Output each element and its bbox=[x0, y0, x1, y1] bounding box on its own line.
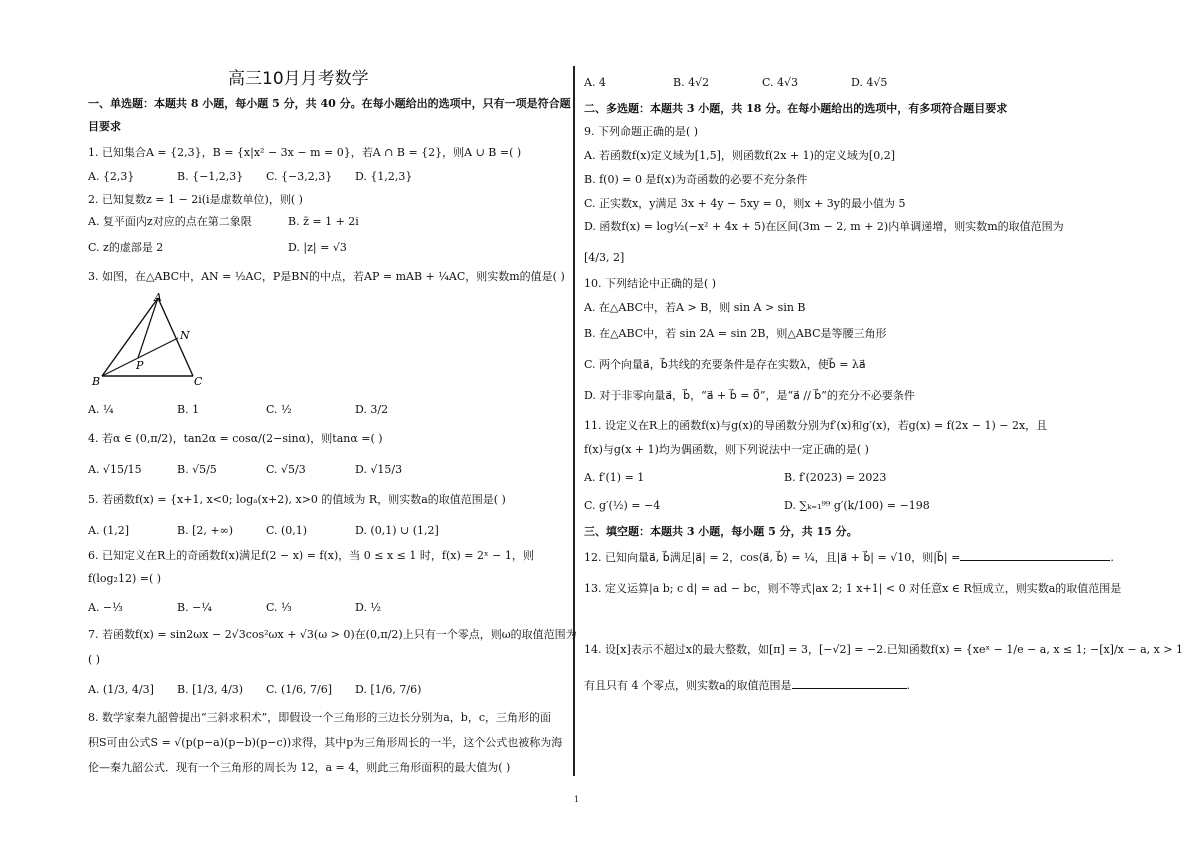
line-q8 bbox=[88, 711, 551, 725]
question-text: 积S可由公式S = √(p(p−a)(p−b)(p−c))求得，其中p为三角形周长的一半，这个公式也被称为海 bbox=[88, 736, 563, 749]
option-q5o-0: A. (1,2] bbox=[88, 524, 130, 537]
option-q4o-0: A. √15/15 bbox=[88, 463, 142, 476]
line-q7 bbox=[88, 628, 577, 642]
line-q10d bbox=[584, 389, 915, 403]
question-text: 5. 若函数f(x) = {x+1, x<0; logₐ(x+2), x>0 的值域为 R，则实数a的取值范围是( ) bbox=[88, 493, 506, 506]
option-q11o1-0: A. f′(1) = 1 bbox=[584, 471, 645, 484]
question-text: 二、多选题：本题共 3 小题，共 18 分。在每小题给出的选项中，有多项符合题目要求 bbox=[584, 102, 1008, 115]
line-tail: . bbox=[1110, 551, 1114, 564]
question-text: 一、单选题：本题共 8 小题，每小题 5 分，共 40 分。在每小题给出的选项中，只有一项是符合题 bbox=[88, 97, 571, 110]
option-q7o-3: D. [1/6, 7/6) bbox=[355, 683, 422, 696]
option-q7o-0: A. (1/3, 4/3] bbox=[88, 683, 154, 696]
question-text: C. 两个向量a⃗，b⃗共线的充要条件是存在实数λ，使b⃗ = λa⃗ bbox=[584, 358, 866, 371]
question-text: 9. 下列命题正确的是( ) bbox=[584, 125, 699, 138]
option-q1o-3: D. {1,2,3} bbox=[355, 170, 413, 183]
question-text: ( ) bbox=[88, 653, 101, 666]
line-q1 bbox=[88, 146, 521, 160]
line-sec1b bbox=[88, 120, 121, 134]
option-q3o-1: B. 1 bbox=[177, 403, 200, 416]
question-text: 8. 数学家秦九韶曾提出“三斜求积术”，即假设一个三角形的三边长分别为a，b，c，三角形的面 bbox=[88, 711, 551, 724]
vertex-label-c: C bbox=[194, 375, 203, 388]
question-text: 目要求 bbox=[88, 120, 121, 133]
line-q10b bbox=[584, 327, 887, 341]
option-q1o-0: A. {2,3} bbox=[88, 170, 135, 183]
line-q6 bbox=[88, 549, 534, 563]
option-q1o-1: B. {−1,2,3} bbox=[177, 170, 244, 183]
line-q8b bbox=[88, 736, 562, 750]
page-number: 1 bbox=[574, 795, 580, 804]
triangle-figure bbox=[88, 292, 218, 392]
line-q10a bbox=[584, 301, 806, 315]
column-divider bbox=[573, 66, 575, 776]
question-text: 14. 设[x]表示不超过x的最大整数，如[π] = 3，[−√2] = −2.已知函数f(x) = {xeˣ − 1/e − a, x ≤ 1; −[x]/x − a, x > 1 bbox=[584, 643, 1184, 656]
question-text: [4/3, 2] bbox=[584, 251, 625, 264]
option-q7o-2: C. (1/6, 7/6] bbox=[266, 683, 332, 696]
option-q2o2-0: C. z的虚部是 2 bbox=[88, 241, 164, 254]
question-text: D. 函数f(x) = log½(−x² + 4x + 5)在区间(3m − 2, m + 2)内单调递增，则实数m的取值范围为 bbox=[584, 220, 1064, 233]
option-q8o-1: B. 4√2 bbox=[673, 76, 710, 89]
vertex-label-a: A bbox=[154, 292, 162, 304]
question-text: 1. 已知集合A = {2,3}，B = {x|x² − 3x − m = 0}，若A ∩ B = {2}，则A ∪ B =( ) bbox=[88, 146, 522, 159]
line-q5 bbox=[88, 493, 506, 507]
option-q2o2-1: D. |z| = √3 bbox=[288, 241, 347, 254]
option-q6o-1: B. −¼ bbox=[177, 601, 212, 614]
question-text: 3. 如图，在△ABC中，AN = ½AC，P是BN的中点，若AP = mAB + ¼AC，则实数m的值是( ) bbox=[88, 270, 565, 283]
line-q6b bbox=[88, 572, 161, 586]
answer-blank[interactable] bbox=[960, 550, 1110, 561]
option-q6o-2: C. ⅓ bbox=[266, 601, 292, 614]
line-q9c bbox=[584, 197, 906, 211]
line-q4 bbox=[88, 432, 383, 446]
line-q9 bbox=[584, 125, 698, 139]
line-q7b bbox=[88, 653, 100, 667]
line-sec2 bbox=[584, 102, 1007, 116]
vertex-label-b: B bbox=[92, 375, 101, 388]
line-sec1 bbox=[88, 97, 571, 111]
line-q9d2 bbox=[584, 251, 624, 265]
line-q11b bbox=[584, 443, 869, 457]
question-text: 10. 下列结论中正确的是( ) bbox=[584, 277, 717, 290]
option-q4o-1: B. √5/5 bbox=[177, 463, 217, 476]
page-title: 高三10月月考数学 bbox=[228, 69, 369, 89]
line-q13 bbox=[584, 582, 1121, 596]
line-q3 bbox=[88, 270, 565, 284]
option-q8o-3: D. 4√5 bbox=[851, 76, 888, 89]
option-q6o-3: D. ½ bbox=[355, 601, 382, 614]
option-q3o-3: D. 3/2 bbox=[355, 403, 389, 416]
option-q3o-0: A. ¼ bbox=[88, 403, 114, 416]
question-text: 伦—秦九韶公式．现有一个三角形的周长为 12，a = 4，则此三角形面积的最大值为( ) bbox=[88, 761, 511, 774]
point-label-p: P bbox=[136, 359, 144, 372]
line-q14b bbox=[584, 678, 910, 693]
question-text: B. f(0) = 0 是f(x)为奇函数的必要不充分条件 bbox=[584, 173, 808, 186]
line-q11 bbox=[584, 419, 1047, 433]
question-text: 4. 若α ∈ (0,π/2)，tan2α = cosα/(2−sinα)，则tanα =( ) bbox=[88, 432, 383, 445]
line-tail: . bbox=[906, 679, 911, 692]
option-q4o-3: D. √15/3 bbox=[355, 463, 403, 476]
option-q2o1-0: A. 复平面内z对应的点在第二象限 bbox=[88, 215, 252, 228]
question-text: 有且只有 4 个零点，则实数a的取值范围是 bbox=[584, 679, 792, 692]
question-text: C. 正实数x，y满足 3x + 4y − 5xy = 0，则x + 3y的最小值为 5 bbox=[584, 197, 906, 210]
question-text: f(x)与g(x + 1)均为偶函数，则下列说法中一定正确的是( ) bbox=[584, 443, 869, 456]
question-text: A. 若函数f(x)定义域为[1,5]，则函数f(2x + 1)的定义域为[0,2] bbox=[584, 149, 896, 162]
option-q5o-3: D. (0,1) ∪ (1,2] bbox=[355, 524, 439, 537]
option-q8o-0: A. 4 bbox=[584, 76, 606, 89]
question-text: A. 在△ABC中，若A > B，则 sin A > sin B bbox=[584, 301, 806, 314]
option-q11o2-0: C. g′(½) = −4 bbox=[584, 499, 661, 512]
line-q12 bbox=[584, 550, 1114, 565]
answer-blank[interactable] bbox=[792, 678, 907, 689]
option-q5o-2: C. (0,1) bbox=[266, 524, 308, 537]
line-q9d bbox=[584, 220, 1064, 234]
line-q8c bbox=[88, 761, 510, 775]
option-q5o-1: B. [2, +∞) bbox=[177, 524, 234, 537]
line-q10c bbox=[584, 358, 866, 372]
option-q1o-2: C. {−3,2,3} bbox=[266, 170, 333, 183]
question-text: 7. 若函数f(x) = sin2ωx − 2√3cos²ωx + √3(ω > 0)在(0,π/2)上只有一个零点，则ω的取值范围为 bbox=[88, 628, 577, 641]
line-q9a bbox=[584, 149, 895, 163]
question-text: 13. 定义运算|a b; c d| = ad − bc，则不等式|ax 2; 1 x+1| < 0 对任意x ∈ R恒成立，则实数a的取值范围是 bbox=[584, 582, 1122, 595]
option-q3o-2: C. ½ bbox=[266, 403, 292, 416]
line-sec3 bbox=[584, 525, 858, 539]
question-text: 三、填空题：本题共 3 小题，每小题 5 分，共 15 分。 bbox=[584, 525, 858, 538]
option-q11o2-1: D. ∑ₖ₌₁⁹⁹ g′(k/100) = −198 bbox=[784, 499, 930, 512]
question-text: 12. 已知向量a⃗, b⃗满足|a⃗| = 2，cos⟨a⃗, b⃗⟩ = ¼，且|a⃗ + b⃗| = √10，则|b⃗| = bbox=[584, 551, 961, 564]
option-q2o1-1: B. z̄ = 1 + 2i bbox=[288, 215, 359, 228]
question-text: 11. 设定义在R上的函数f(x)与g(x)的导函数分别为f′(x)和g′(x)，若g(x) = f(2x − 1) − 2x，且 bbox=[584, 419, 1048, 432]
question-text: 2. 已知复数z = 1 − 2i(i是虚数单位)，则( ) bbox=[88, 193, 303, 206]
option-q7o-1: B. [1/3, 4/3) bbox=[177, 683, 244, 696]
point-label-n: N bbox=[180, 329, 190, 342]
line-q14 bbox=[584, 643, 1183, 657]
question-text: B. 在△ABC中，若 sin 2A = sin 2B，则△ABC是等腰三角形 bbox=[584, 327, 887, 340]
option-q4o-2: C. √5/3 bbox=[266, 463, 306, 476]
question-text: D. 对于非零向量a⃗，b⃗，“a⃗ + b⃗ = 0⃗”，是“a⃗ // b⃗”的充分不必要条件 bbox=[584, 389, 915, 402]
line-q9b bbox=[584, 173, 807, 187]
line-q10 bbox=[584, 277, 716, 291]
option-q11o1-1: B. f′(2023) = 2023 bbox=[784, 471, 887, 484]
option-q6o-0: A. −⅓ bbox=[88, 601, 123, 614]
question-text: 6. 已知定义在R上的奇函数f(x)满足f(2 − x) = f(x)，当 0 ≤ x ≤ 1 时，f(x) = 2ˣ − 1，则 bbox=[88, 549, 534, 562]
option-q8o-2: C. 4√3 bbox=[762, 76, 799, 89]
question-text: f(log₂12) =( ) bbox=[88, 572, 162, 585]
line-q2 bbox=[88, 193, 303, 207]
